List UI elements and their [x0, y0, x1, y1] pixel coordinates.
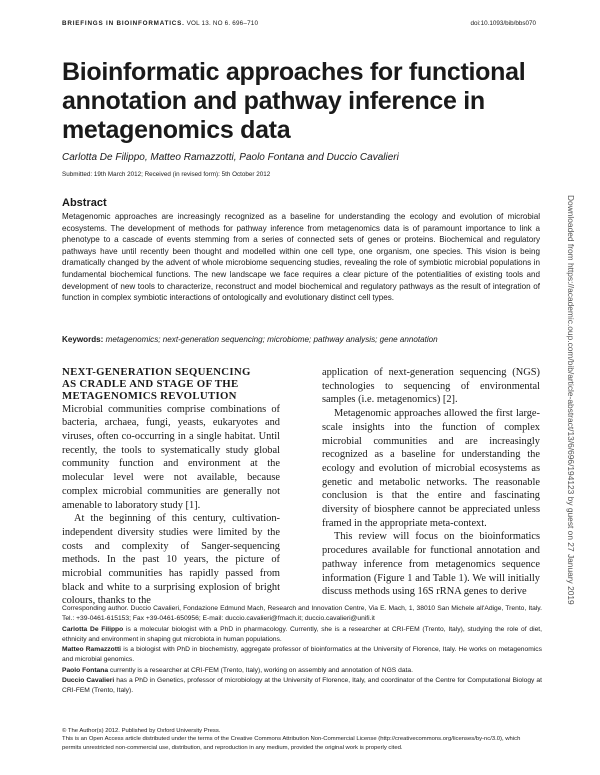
author-bio-text: is a molecular biologist with a PhD in pharmacology. Currently, she is a researcher at CRI-FEM (Trento, Italy), studying the role of diet, ethnicity and environment in shaping gut microbiota in human populations. [62, 625, 543, 643]
section-heading-line: NEXT-GENERATION SEQUENCING [62, 366, 251, 378]
author-bio [62, 625, 542, 646]
body-paragraph: Microbial communities comprise combinations of bacteria, archaea, fungi, yeasts, eukaryotes and viruses, often co-occurring in a single habitat. Until recently, the tools to systematically study global community function and environment at the molecular level were not available, because complex microbial communities are generally not amenable to laboratory study [1]. [62, 403, 280, 511]
body-column-right [322, 366, 540, 599]
body-paragraph: This review will focus on the bioinformatics procedures available for functional annotation and pathway inference from metagenomics sequence information (Figure 1 and Table 1). We will initially discuss methods using 16S rRNA genes to derive [322, 531, 540, 598]
author-bio-name: Carlotta De Filippo [62, 625, 124, 633]
author-list: Carlotta De Filippo, Matteo Ramazzotti, Paolo Fontana and Duccio Cavalieri [62, 152, 399, 163]
author-bio [62, 645, 542, 666]
abstract-heading: Abstract [62, 197, 107, 209]
author-bio-name: Duccio Cavalieri [62, 677, 115, 685]
keywords-label: Keywords: [62, 335, 104, 344]
keywords [62, 335, 540, 344]
section-heading-line: METAGENOMICS REVOLUTION [62, 390, 237, 403]
body-paragraph: Metagenomic approaches allowed the first large-scale insights into the function of complex microbial communities and are increasingly recognized as a baseline for understanding the ecology and evolution of microbial ecosystems as genetic and metabolic networks. The reasonable conclusion is that the entire and fascinating diversity of biosphere cannot be appreciated unless framed in the appropriate meta-context. [322, 408, 540, 529]
author-bio [62, 666, 542, 676]
author-bio-name: Matteo Ramazzotti [62, 646, 122, 654]
keywords-terms: metagenomics; next-generation sequencing; microbiome; pathway analysis; gene annotation [105, 335, 438, 344]
section-heading [62, 366, 280, 403]
journal-header [62, 20, 258, 27]
copyright-line: © The Author(s) 2012. Published by Oxford University Press. [62, 728, 221, 734]
author-bio-text: is a biologist with PhD in biochemistry, aggregate professor of bioinformatics at the University of Florence, Italy. He works on metagenomics and microbial genomics. [62, 646, 542, 664]
body-column-left [62, 366, 280, 608]
journal-name: BRIEFINGS IN BIOINFORMATICS. [62, 20, 185, 27]
author-bio [62, 676, 542, 697]
abstract-body: Metagenomic approaches are increasingly recognized as a baseline for understanding the ecology and evolution of microbial ecosystems. The development of methods for pathway inference from metagenomics data is of paramount importance to link a phenotype to a cascade of events stemming from a series of connected sets of genes or proteins. Biochemical and regulatory pathways have until recently been thought and modelled within one cell type, one organism, one species. This vision is being dramatically changed by the advent of whole microbiome sequencing studies, revealing the role of symbiotic microbial populations in fundamental biochemical functions. The new landscape we face requires a clear picture of the potentialities of existing tools and development of new tools to characterize, reconstruct and model biochemical and regulatory pathways as the result of integration of function in complex symbiotic interactions of ontologically and evolutionary distinct cell types. [62, 212, 540, 303]
corresponding-author: Corresponding author. Duccio Cavalieri, Fondazione Edmund Mach, Research and Innovation Centre, Via E. Mach, 1, 38010 San Michele all'Adige, Trento, Italy. Tel.: +39-0461-615153; Fax +39-0461-650956; E-mail: duccio.cavalieri@fmach.it; duccio.cavalieri@unifi.it [62, 605, 542, 623]
submission-dates: Submitted: 19th March 2012; Received (in revised form): 5th October 2012 [62, 171, 271, 178]
body-paragraph: At the beginning of this century, cultivation-independent diversity studies were limited by the costs and complexity of Sanger-sequencing methods. In the past 10 years, the picture of microbial communities has rapidly passed from black and white to a surprising explosion of bright colours, thanks to the [62, 513, 280, 607]
article-title: Bioinformatic approaches for functional annotation and pathway inference in metagenomics data [62, 58, 526, 144]
author-bio-text: currently is a researcher at CRI-FEM (Trento, Italy), working on assembly and annotation of NGS data. [108, 666, 413, 674]
author-bio-text: has a PhD in Genetics, professor of microbiology at the University of Florence, Italy, and coordinator of the Centre for Computational Biology at CRI-FEM (Trento, Italy). [62, 677, 542, 695]
journal-volume: VOL 13. NO 6. 696–710 [186, 20, 259, 27]
license-notice [62, 727, 540, 752]
download-watermark: Downloaded from https://academic.oup.com/bib/article-abstract/13/6/696/194123 by guest on 27 January 2019 [566, 195, 576, 605]
license-text: This is an Open Access article distributed under the terms of the Creative Commons Attribution Non-Commercial License (http://creativecommons.org/licenses/by-nc/3.0), which permits unrestricted non-commercial use, distribution, and reproduction in any medium, provided the original work is properly cited. [62, 736, 521, 751]
body-paragraph: application of next-generation sequencing (NGS) technologies to sequencing of environmental samples (i.e. metagenomics) [2]. [322, 367, 540, 406]
author-bio-name: Paolo Fontana [62, 666, 109, 674]
author-footnotes [62, 604, 542, 697]
article-doi: doi:10.1093/bib/bbs070 [470, 20, 536, 27]
section-heading-line: AS CRADLE AND STAGE OF THE [62, 378, 239, 391]
